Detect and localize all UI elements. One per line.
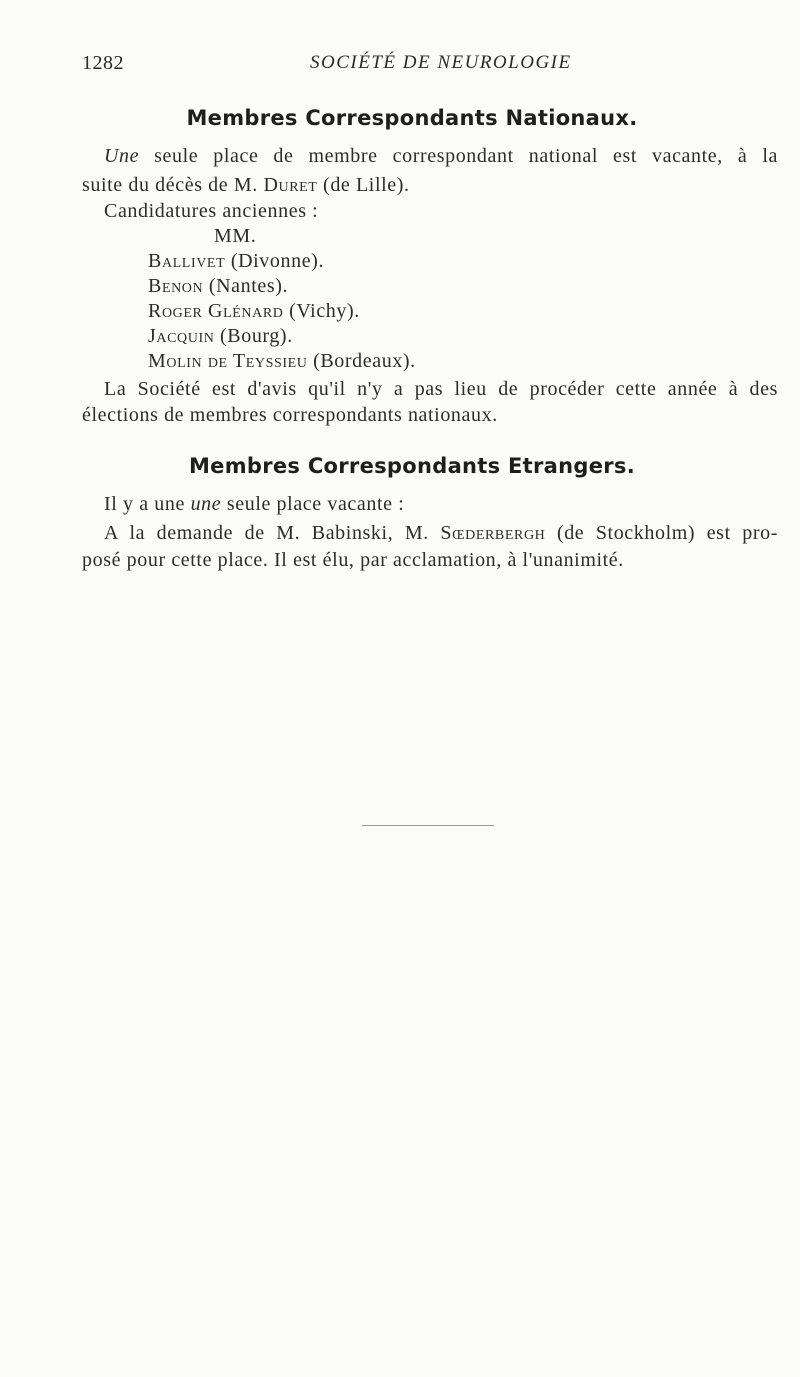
messieurs-label: MM. [214,225,257,247]
candidate-item [148,325,293,348]
candidate-name: Molin de Teyssieu [148,350,308,372]
text-run: seule place de membre correspondant national est vacante, à la [139,145,778,167]
candidate-place: (Bourg). [214,325,293,347]
candidate-item [148,300,360,323]
person-name-soederbergh: Sœderbergh [440,522,546,544]
candidate-name: Roger Glénard [148,300,284,322]
emphasis-une: une [190,493,222,515]
candidate-place: (Nantes). [203,275,289,297]
section-heading-nationaux: Membres Correspondants Nationaux. [186,106,638,130]
emphasis-une: Une [104,145,140,167]
candidate-item [148,250,324,273]
text-run: (de Stockholm) est pro- [545,522,778,544]
conclusion-line-1: La Société est d'avis qu'il n'y a pas lieu de procéder cette année à des [104,378,778,400]
journal-title: SOCIÉTÉ DE NEUROLOGIE [310,52,572,73]
candidate-place: (Bordeaux). [307,350,416,372]
text-run: A la demande de M. Babinski, M. [104,522,441,544]
paragraph-vacancy-line-1 [104,145,778,168]
text-run: (de Lille). [317,174,410,196]
person-name-duret: Duret [263,174,318,196]
conclusion-line-2: élections de membres correspondants nationaux. [82,404,498,426]
candidate-name: Benon [148,275,204,297]
candidate-name: Ballivet [148,250,226,272]
foreign-proposal-line-1 [104,522,778,545]
text-run: seule place vacante : [221,493,405,515]
candidate-item [148,350,416,373]
candidate-place: (Vichy). [283,300,360,322]
section-end-rule [362,825,494,826]
paragraph-vacancy-line-2 [82,174,410,197]
candidate-item [148,275,288,298]
text-run: Il y a une [104,493,191,515]
candidates-intro: Candidatures anciennes : [104,200,319,222]
candidate-place: (Divonne). [225,250,325,272]
foreign-vacancy-line [104,493,404,516]
page-number: 1282 [82,52,124,74]
foreign-proposal-line-2: posé pour cette place. Il est élu, par acclamation, à l'unanimité. [82,549,624,571]
text-run: suite du décès de M. [82,174,264,196]
candidate-name: Jacquin [148,325,215,347]
section-heading-etrangers: Membres Correspondants Etrangers. [188,454,636,478]
running-head [82,52,762,82]
